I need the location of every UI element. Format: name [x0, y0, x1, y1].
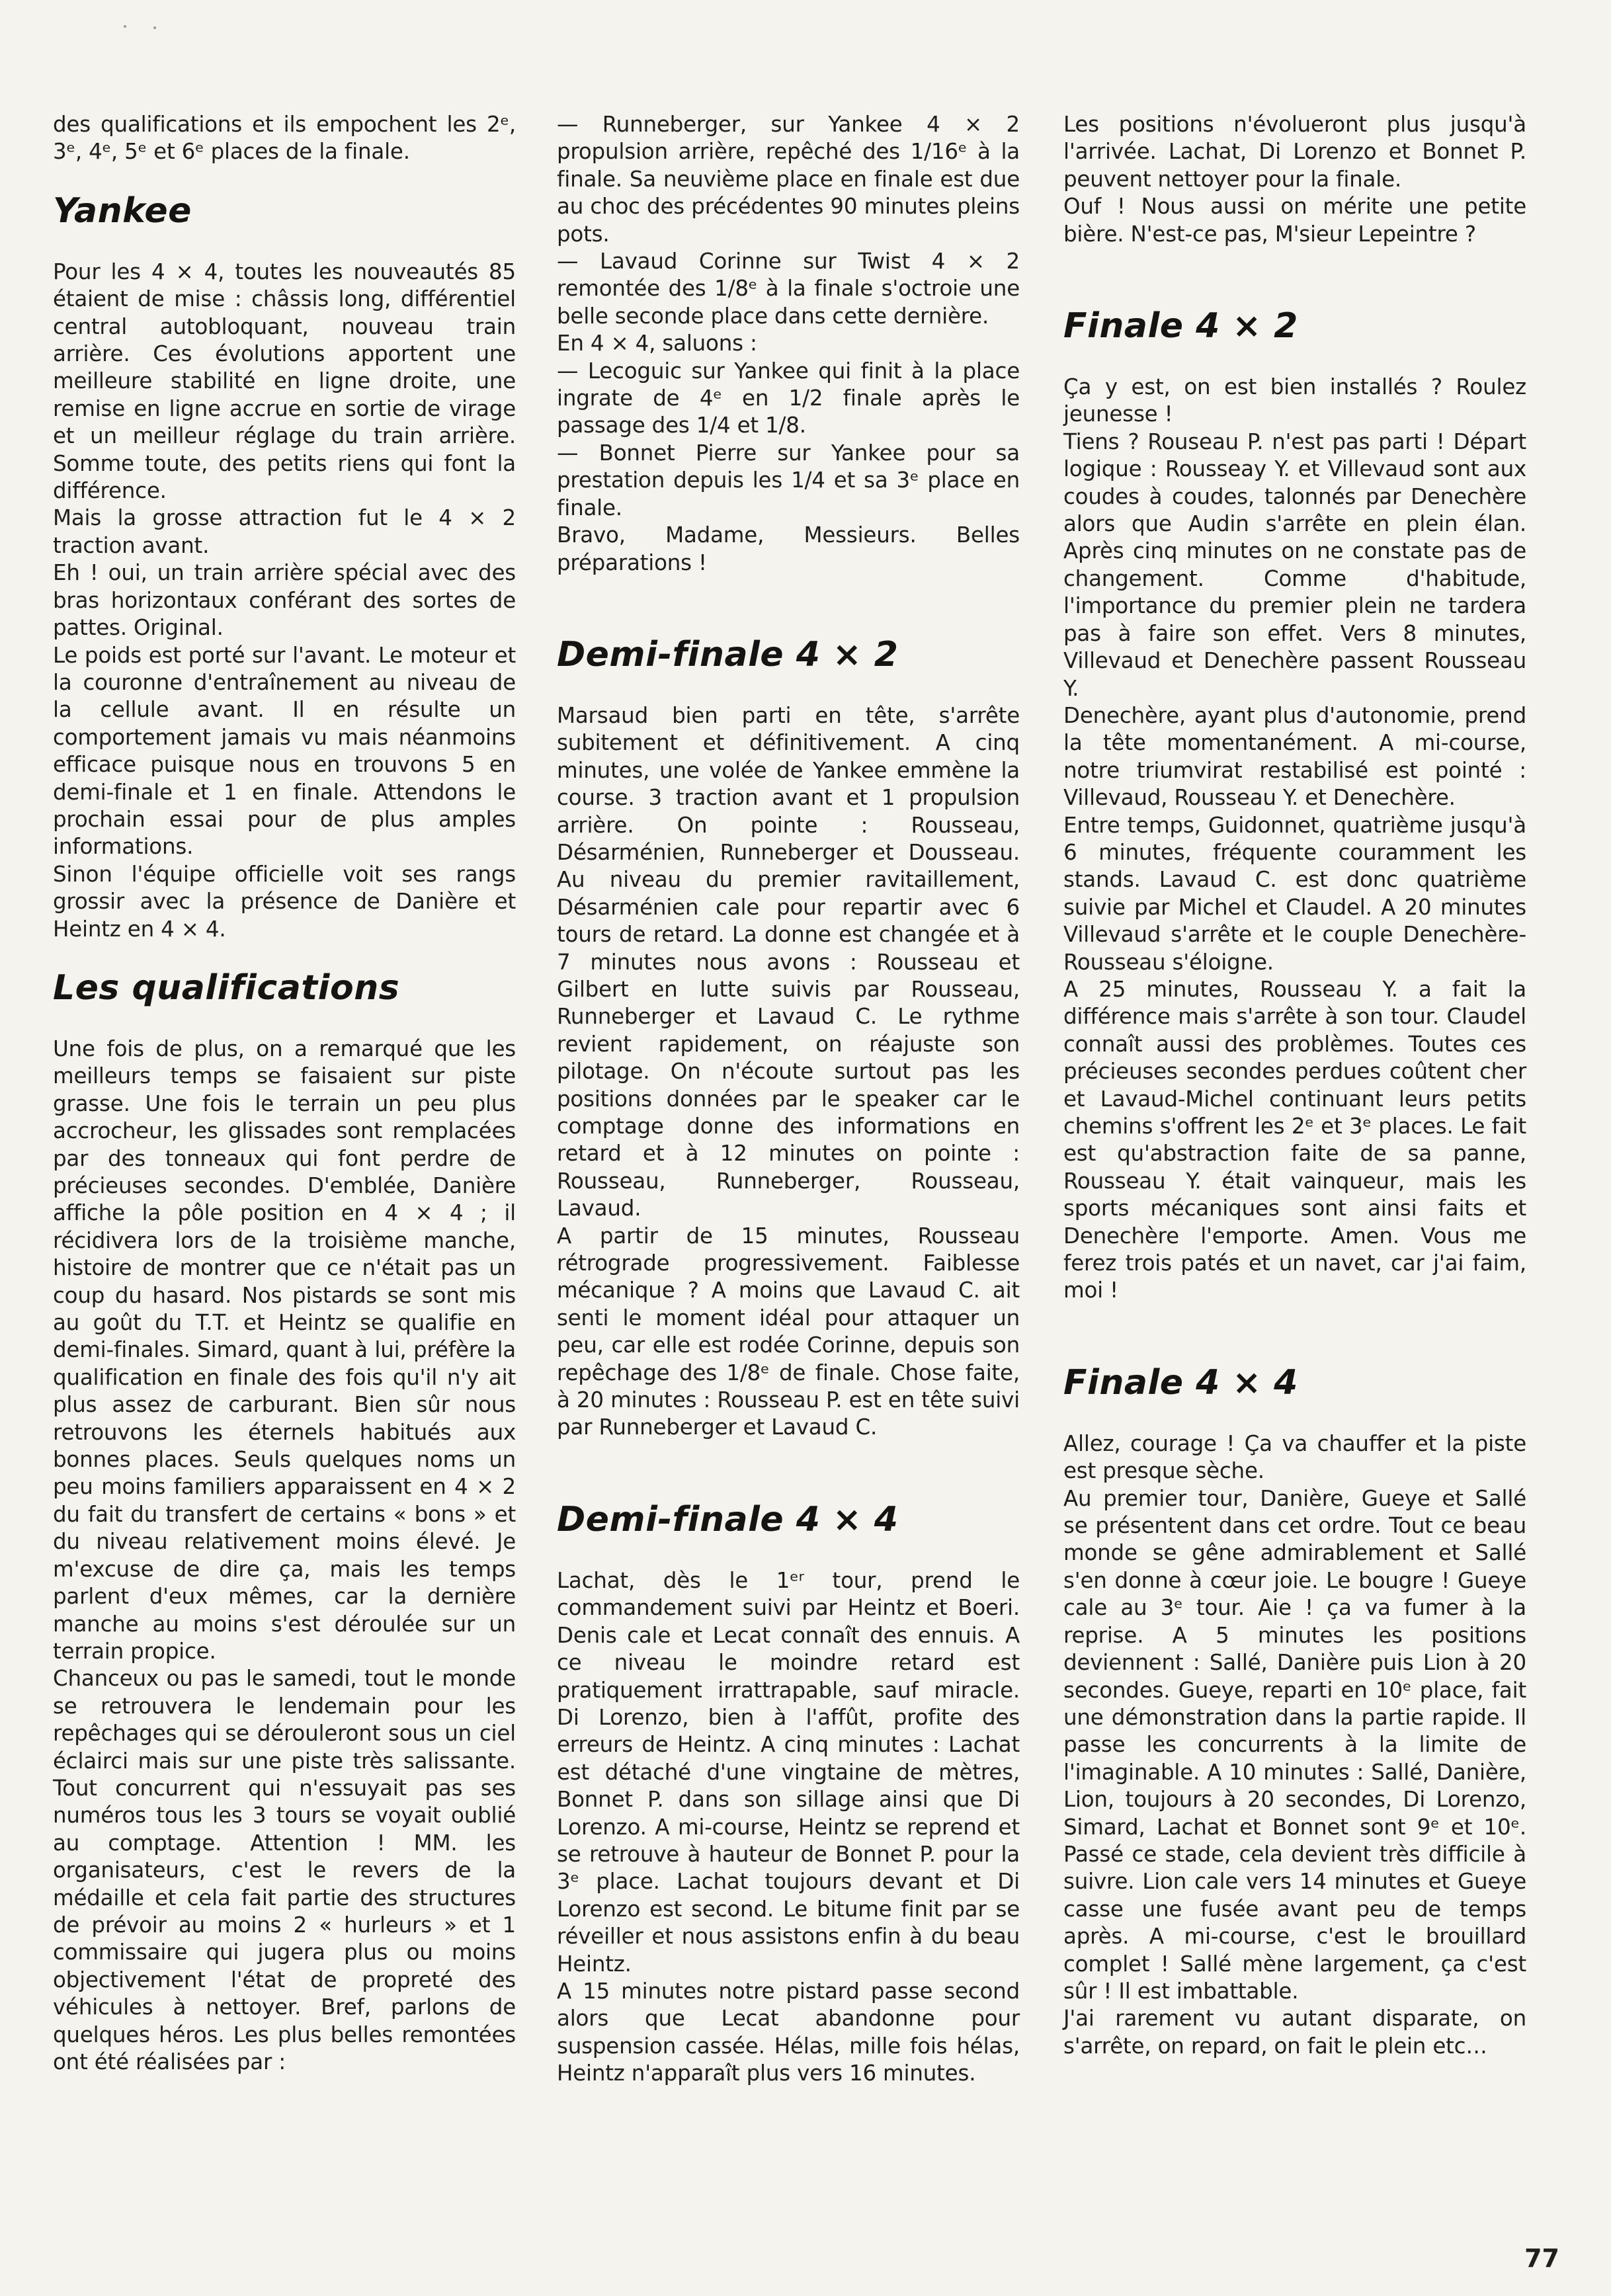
body-paragraph: — Bonnet Pierre sur Yankee pour sa prestation depuis les 1/4 et sa 3ᵉ place en finale.	[557, 440, 1020, 520]
body-paragraph: — Runneberger, sur Yankee 4 × 2 propulsion arrière, repêché des 1/16ᵉ à la finale. Sa neuvième place en finale est due au choc des précédentes 90 minutes pleins pots.	[557, 112, 1020, 247]
body-paragraph: Une fois de plus, on a remarqué que les meilleurs temps se faisaient sur piste grasse. Une fois le terrain un peu plus accrocheur, les glissades sont remplacées par des tonneaux qui font perdre de précieuses secondes. D'emblée, Danière affiche la pôle position en 4 × 4 ; il récidivera lors de la troisième manche, histoire de montrer que ce n'était pas un coup du hasard. Nos pistards se sont mis au goût du T.T. et Heintz se qualifie en demi-finales. Simard, quant à lui, préfère la qualification en finale des fois qu'il n'y ait plus assez de carburant. Bien sûr nous retrouvons les éternels habitués aux bonnes places. Seuls quelques noms un peu moins familiers apparaissent en 4 × 2 du fait du transfert de certains « bons » et du niveau relativement moins élevé. Je m'excuse de dire ça, mais les temps parlent d'eux mêmes, car la dernière manche au moins s'est déroulée sur un terrain propice.	[53, 1036, 516, 1664]
body-paragraph: Tiens ? Rouseau P. n'est pas parti ! Départ logique : Rousseay Y. et Villevaud sont aux coudes à coudes, talonnés par Denechère alors que Audin s'arrête en plein élan. Après cinq minutes on ne constate pas de changement. Comme d'habitude, l'importance du premier plein ne tardera pas à faire son effet. Vers 8 minutes, Villevaud et Denechère passent Rousseau Y.	[1063, 429, 1526, 701]
body-paragraph: Ouf ! Nous aussi on mérite une petite bière. N'est-ce pas, M'sieur Lepeintre ?	[1063, 194, 1526, 247]
section-spacer	[557, 675, 1020, 702]
section-heading: Demi-finale 4 × 2	[557, 634, 899, 675]
print-speck	[124, 25, 126, 28]
body-paragraph: Allez, courage ! Ça va chauffer et la piste est presque sèche.	[1063, 1430, 1526, 1484]
section-heading: Demi-finale 4 × 4	[557, 1499, 899, 1539]
section-spacer	[1063, 346, 1526, 374]
section-heading: Yankee	[53, 190, 192, 231]
body-paragraph: Marsaud bien parti en tête, s'arrête subitement et définitivement. A cinq minutes, une volée de Yankee emmène la course. 3 traction avant et 1 propulsion arrière. On pointe : Rousseau, Désarménien, Runneberger et Dousseau. Au niveau du premier ravitaillement, Désarménien cale pour repartir avec 6 tours de retard. La donne est changée et à 7 minutes nous avons : Rousseau et Gilbert en lutte suivis par Rousseau, Runneberger et Lavaud C. Le rythme revient rapidement, on réajuste son pilotage. On n'écoute surtout pas les positions données par le speaker car le comptage donne des informations en retard et à 12 minutes on pointe : Rousseau, Runneberger, Rousseau, Lavaud.	[557, 702, 1020, 1221]
body-paragraph: A partir de 15 minutes, Rousseau rétrograde progressivement. Faiblesse mécanique ? A moins que Lavaud C. ait senti le moment idéal pour attaquer un peu, car elle est rodée Corinne, depuis son repêchage des 1/8ᵉ de finale. Chose faite, à 20 minutes : Rousseau P. est en tête suivi par Runneberger et Lavaud C.	[557, 1223, 1020, 1440]
section-spacer	[53, 1008, 516, 1036]
body-paragraph: Entre temps, Guidonnet, quatrième jusqu'à 6 minutes, fréquente couramment les stands. Lavaud C. est donc quatrième suivie par Michel et Claudel. A 20 minutes Villevaud s'arrête et le couple Denechère-Rousseau s'éloigne.	[1063, 812, 1526, 975]
section-spacer	[53, 166, 516, 191]
body-paragraph: A 15 minutes notre pistard passe second alors que Lecat abandonne pour suspension cassée. Hélas, mille fois hélas, Heintz n'apparaît plus vers 16 minutes.	[557, 1978, 1020, 2086]
section-spacer	[557, 1442, 1020, 1500]
body-paragraph: Lachat, dès le 1ᵉʳ tour, prend le commandement suivi par Heintz et Boeri. Denis cale et Lecat connaît des ennuis. A ce niveau le moindre retard est pratiquement irrattrapable, sauf miracle. Di Lorenzo, bien à l'affût, profite des erreurs de Heintz. A cinq minutes : Lachat est détaché d'une vingtaine de mètres, Bonnet P. dans son sillage ainsi que Di Lorenzo. A mi-course, Heintz se reprend et se retrouve à hauteur de Bonnet P. pour la 3ᵉ place. Lachat toujours devant et Di Lorenzo est second. Le bitume finit par se réveiller et nous assistons enfin à du beau Heintz.	[557, 1567, 1020, 1977]
body-paragraph: Les positions n'évolueront plus jusqu'à l'arrivée. Lachat, Di Lorenzo et Bonnet P. peuvent nettoyer pour la finale.	[1063, 112, 1526, 192]
section-spacer	[1063, 1403, 1526, 1430]
column-1	[53, 111, 516, 2076]
section-spacer	[1063, 1305, 1526, 1363]
body-paragraph: Denechère, ayant plus d'autonomie, prend la tête momentanément. A mi-course, notre triumvirat restabilisé est pointé : Villevaud, Rousseau Y. et Denechère.	[1063, 702, 1526, 811]
body-paragraph: Eh ! oui, un train arrière spécial avec des bras horizontaux conférant des sortes de pattes. Original.	[53, 560, 516, 641]
body-paragraph: Sinon l'équipe officielle voit ses rangs grossir avec la présence de Danière et Heintz en 4 × 4.	[53, 861, 516, 942]
body-paragraph: Pour les 4 × 4, toutes les nouveautés 85 étaient de mise : châssis long, différentiel central autobloquant, nouveau train arrière. Ces évolutions apportent une meilleure stabilité en ligne droite, une remise en ligne accrue en sortie de virage et un meilleur réglage du train arrière. Somme toute, des petits riens qui font la différence.	[53, 259, 516, 504]
body-paragraph: J'ai rarement vu autant disparate, on s'arrête, on repard, on fait le plein etc…	[1063, 2006, 1526, 2059]
body-paragraph: — Lavaud Corinne sur Twist 4 × 2 remontée des 1/8ᵉ à la finale s'octroie une belle seconde place dans cette dernière.	[557, 249, 1020, 329]
body-paragraph: des qualifications et ils empochent les 2ᵉ, 3ᵉ, 4ᵉ, 5ᵉ et 6ᵉ places de la finale.	[53, 112, 516, 165]
section-spacer	[53, 231, 516, 259]
body-paragraph: Le poids est porté sur l'avant. Le moteur et la couronne d'entraînement au niveau de la cellule avant. Il en résulte un comportement jamais vu mais néanmoins efficace puisque nous en trouvons 5 en demi-finale et 1 en finale. Attendons le prochain essai pour de plus amples informations.	[53, 642, 516, 860]
page-number: 77	[1524, 2244, 1559, 2273]
body-paragraph: A 25 minutes, Rousseau Y. a fait la différence mais s'arrête à son tour. Claudel connaît aussi des problèmes. Toutes ces précieuses secondes perdues coûtent cher et Lavaud-Michel continuant leurs petits chemins s'offrent les 2ᵉ et 3ᵉ places. Le fait est qu'abstraction faite de sa panne, Rousseau Y. était vainqueur, mais les sports mécaniques sont ainsi faits et Denechère l'emporte. Amen. Vous me ferez trois patés et un navet, car j'ai faim, moi !	[1063, 976, 1526, 1303]
section-spacer	[557, 577, 1020, 635]
body-paragraph: Chanceux ou pas le samedi, tout le monde se retrouvera le lendemain pour les repêchages qui se dérouleront sous un ciel éclairci mais sur une piste très salissante. Tout concurrent qui n'essuyait pas ses numéros tous les 3 tours se voyait oublié au comptage. Attention ! MM. les organisateurs, c'est le revers de la médaille et cela fait partie des structures de prévoir au moins 2 « hurleurs » et 1 commissaire qui jugera plus ou moins objectivement l'état de propreté des véhicules à nettoyer. Bref, parlons de quelques héros. Les plus belles remontées ont été réalisées par :	[53, 1666, 516, 2074]
section-spacer	[53, 943, 516, 968]
section-heading: Les qualifications	[53, 967, 400, 1008]
body-paragraph: Bravo, Madame, Messieurs. Belles préparations !	[557, 522, 1020, 575]
body-paragraph: — Lecoguic sur Yankee qui finit à la place ingrate de 4ᵉ en 1/2 finale après le passage des 1/4 et 1/8.	[557, 358, 1020, 438]
section-heading: Finale 4 × 2	[1063, 306, 1298, 347]
print-speck	[153, 26, 156, 29]
column-2	[557, 111, 1020, 2088]
body-paragraph: En 4 × 4, saluons :	[557, 331, 757, 356]
column-3	[1063, 111, 1526, 2060]
body-paragraph: Ça y est, on est bien installés ? Roulez jeunesse !	[1063, 374, 1526, 427]
section-spacer	[557, 1539, 1020, 1567]
body-paragraph: Au premier tour, Danière, Gueye et Sallé se présentent dans cet ordre. Tout ce beau monde se gêne admirablement et Sallé s'en donne à cœur joie. Le bougre ! Gueye cale au 3ᵉ tour. Aie ! ça va fumer à la reprise. A 5 minutes les positions deviennent : Sallé, Danière puis Lion à 20 secondes. Gueye, reparti en 10ᵉ place, fait une démonstration dans la partie rapide. Il passe les concurrents à la limite de l'imaginable. A 10 minutes : Sallé, Danière, Lion, toujours à 20 secondes, Di Lorenzo, Simard, Lachat et Bonnet sont 9ᵉ et 10ᵉ. Passé ce stade, cela devient très difficile à suivre. Lion cale vers 14 minutes et Gueye casse une fusée avant peu de temps après. A mi-course, c'est le brouillard complet ! Sallé mène largement, ça c'est sûr ! Il est imbattable.	[1063, 1485, 1526, 2004]
section-spacer	[1063, 248, 1526, 306]
section-heading: Finale 4 × 4	[1063, 1362, 1298, 1403]
body-paragraph: Mais la grosse attraction fut le 4 × 2 traction avant.	[53, 505, 516, 558]
